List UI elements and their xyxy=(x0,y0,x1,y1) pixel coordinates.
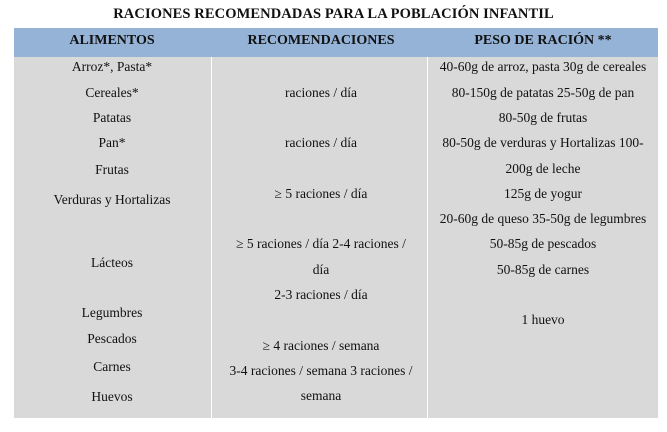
list-item: día xyxy=(312,262,330,277)
table-header xyxy=(14,28,658,57)
list-item: raciones / día xyxy=(285,135,357,150)
list-item: Verduras y Hortalizas xyxy=(53,192,171,207)
list-item: 200g de leche xyxy=(505,161,581,176)
list-item: 20-60g de queso 35-50g de legumbres xyxy=(439,211,647,226)
list-item: Cereales* xyxy=(85,85,139,100)
column-divider xyxy=(427,57,428,418)
list-item: ≥ 5 raciones / día 2-4 raciones / xyxy=(236,236,406,251)
list-item: semana xyxy=(300,388,342,403)
header-alimentos: ALIMENTOS xyxy=(69,33,155,48)
list-item: 125g de yogur xyxy=(504,186,582,201)
list-item: 1 huevo xyxy=(521,312,565,327)
list-item: Frutas xyxy=(95,162,129,177)
table-title: RACIONES RECOMENDADAS PARA LA POBLACIÓN INFANTIL xyxy=(113,6,554,22)
list-item: Carnes xyxy=(93,359,131,374)
list-item: 80-50g de verduras y Hortalizas 100- xyxy=(442,135,644,150)
list-item: 50-85g de carnes xyxy=(496,262,590,277)
list-item: Pan* xyxy=(98,135,126,150)
table-body xyxy=(14,57,658,418)
list-item: Pescados xyxy=(87,331,137,346)
list-item: 40-60g de arroz, pasta 30g de cereales xyxy=(439,59,647,74)
list-item: ≥ 5 raciones / día xyxy=(274,186,368,201)
list-item: 50-85g de pescados xyxy=(489,236,597,251)
header-recomendaciones: RECOMENDACIONES xyxy=(247,33,395,48)
list-item: Arroz*, Pasta* xyxy=(71,59,153,74)
header-peso-racion: PESO DE RACIÓN ** xyxy=(474,33,612,48)
list-item: 3-4 raciones / semana 3 raciones / xyxy=(229,363,413,378)
list-item: Lácteos xyxy=(91,255,133,270)
list-item: 80-50g de frutas xyxy=(498,110,588,125)
list-item: Legumbres xyxy=(81,305,143,320)
list-item: Patatas xyxy=(92,110,132,125)
list-item: 80-150g de patatas 25-50g de pan xyxy=(451,85,635,100)
rations-table xyxy=(14,28,658,418)
list-item: 2-3 raciones / día xyxy=(274,287,368,302)
column-divider xyxy=(211,57,212,418)
list-item: ≥ 4 raciones / semana xyxy=(262,338,380,353)
list-item: raciones / día xyxy=(285,85,357,100)
list-item: Huevos xyxy=(91,389,133,404)
